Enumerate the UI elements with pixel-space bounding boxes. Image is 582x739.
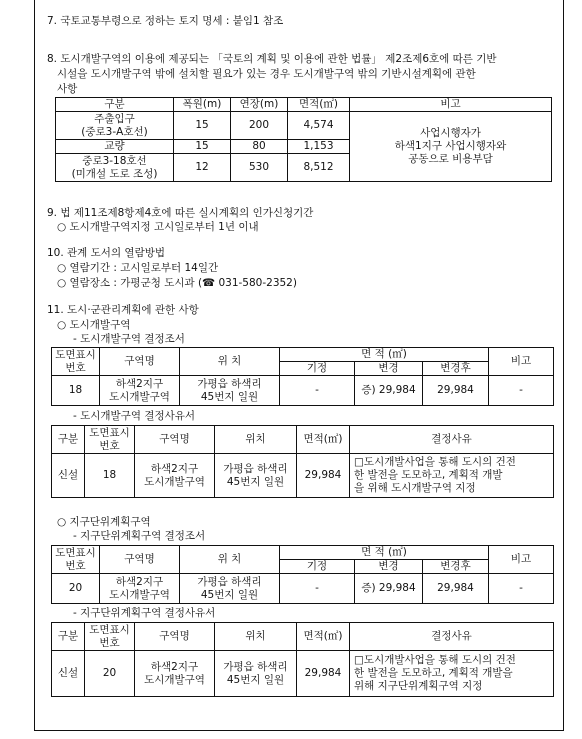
v-rmk: - [489,376,554,406]
a-reason-label: - 도시개발구역 결정사유서 [73,410,196,422]
h-no: 도면표시 번호 [85,426,135,454]
h-zone: 구역명 [100,546,180,574]
b-reason-table [51,622,554,697]
row-length: 530 [231,154,288,182]
h-no: 도면표시 번호 [85,623,135,651]
v-no: 18 [52,376,100,406]
v-zone: 하색2지구 도시개발구역 [135,454,215,498]
a-decision-table [51,347,554,406]
row-width: 15 [174,112,231,140]
header-length: 연장(m) [231,98,288,112]
row-length: 200 [231,112,288,140]
infrastructure-table [55,97,552,182]
header-remark: 비고 [350,98,552,112]
section10-title: 10. 관계 도서의 열람방법 [47,247,165,259]
row-name: 주출입구 (중로3-A호선) [56,112,174,140]
a-decision-label: - 도시개발구역 결정조서 [73,333,185,345]
v-no: 18 [85,454,135,498]
section10-item1: ○ 열람기간 : 고시일로부터 14일간 [57,262,219,274]
h-kind: 구분 [52,623,85,651]
section9-title: 9. 법 제11조제8항제4호에 따른 실시계획의 인가신청기간 [47,207,314,219]
h-zone: 구역명 [135,426,215,454]
h-zone: 구역명 [100,348,180,376]
h-kind: 구분 [52,426,85,454]
h-chg: 변경 [355,362,423,376]
row-area: 4,574 [288,112,350,140]
v-old: - [280,574,355,604]
section8-line3: 사항 [57,83,78,95]
v-new: 29,984 [423,574,489,604]
v-loc: 가평읍 하색리 45번지 일원 [180,376,280,406]
section9-item: ○ 도시개발구역지정 고시일로부터 1년 이내 [57,221,259,233]
b-decision-table [51,545,554,604]
v-kind: 신설 [52,454,85,498]
v-loc: 가평읍 하색리 45번지 일원 [215,454,297,498]
h-old: 기정 [280,560,355,574]
h-loc: 위치 [215,426,297,454]
v-new: 29,984 [423,376,489,406]
v-old: - [280,376,355,406]
row-area: 8,512 [288,154,350,182]
v-area: 29,984 [297,651,350,697]
v-area: 29,984 [297,454,350,498]
h-rsn: 결정사유 [350,426,554,454]
v-chg: 증) 29,984 [355,376,423,406]
v-no: 20 [52,574,100,604]
header-area: 면적(㎡) [288,98,350,112]
h-loc: 위치 [215,623,297,651]
row-name: 교량 [56,140,174,154]
row-width: 12 [174,154,231,182]
section7-text: 7. 국토교통부령으로 정하는 토지 명세 : 붙임1 참조 [47,15,284,27]
h-chg: 변경 [355,560,423,574]
v-rmk: - [489,574,554,604]
h-loc: 위 치 [180,348,280,376]
header-kind: 구분 [56,98,174,112]
row-width: 15 [174,140,231,154]
h-new: 변경후 [423,560,489,574]
subsection-a-label: ○ 도시개발구역 [57,319,131,331]
v-loc: 가평읍 하색리 45번지 일원 [215,651,297,697]
v-kind: 신설 [52,651,85,697]
v-zone: 하색2지구 도시개발구역 [100,574,180,604]
h-no: 도면표시 번호 [52,546,100,574]
h-old: 기정 [280,362,355,376]
h-new: 변경후 [423,362,489,376]
v-no: 20 [85,651,135,697]
remark-cell: 사업시행자가 하색1지구 사업시행자와 공동으로 비용부담 [350,112,552,182]
section8-line2: 시설을 도시개발구역 밖에 설치할 필요가 있는 경우 도시개발구역 밖의 기반시설계획에 관한 [57,68,476,80]
h-area: 면적(㎡) [297,623,350,651]
v-chg: 증) 29,984 [355,574,423,604]
section8-line1: 8. 도시개발구역의 이용에 제공되는 「국토의 계획 및 이용에 관한 법률」 제2조제6호에 따른 기반 [47,53,497,65]
h-zone: 구역명 [135,623,215,651]
v-loc: 가평읍 하색리 45번지 일원 [180,574,280,604]
row-name: 중로3-18호선 (미개설 도로 조성) [56,154,174,182]
a-reason-table [51,425,554,498]
h-rmk: 비고 [489,546,554,574]
h-loc: 위 치 [180,546,280,574]
h-rsn: 결정사유 [350,623,554,651]
v-zone: 하색2지구 도시개발구역 [100,376,180,406]
v-zone: 하색2지구 도시개발구역 [135,651,215,697]
h-area: 면 적 (㎡) [280,348,489,362]
b-reason-label: - 지구단위계획구역 결정사유서 [73,607,216,619]
v-rsn: □도시개발사업을 통해 도시의 건전 한 발전을 도모하고, 계획적 개발을 위해 지구단위계획구역 지정 [350,651,554,697]
section10-item2: ○ 열람장소 : 가평군청 도시과 (☎ 031-580-2352) [57,277,297,289]
h-area: 면 적 (㎡) [280,546,489,560]
h-no: 도면표시 번호 [52,348,100,376]
header-width: 폭원(m) [174,98,231,112]
section11-title: 11. 도시·군관리계획에 관한 사항 [47,304,199,316]
row-length: 80 [231,140,288,154]
b-decision-label: - 지구단위계획구역 결정조서 [73,530,206,542]
row-area: 1,153 [288,140,350,154]
h-area: 면적(㎡) [297,426,350,454]
h-rmk: 비고 [489,348,554,376]
v-rsn: □도시개발사업을 통해 도시의 건전 한 발전을 도모하고, 계획적 개발 을 위해 도시개발구역 지정 [350,454,554,498]
subsection-b-label: ○ 지구단위계획구역 [57,516,151,528]
